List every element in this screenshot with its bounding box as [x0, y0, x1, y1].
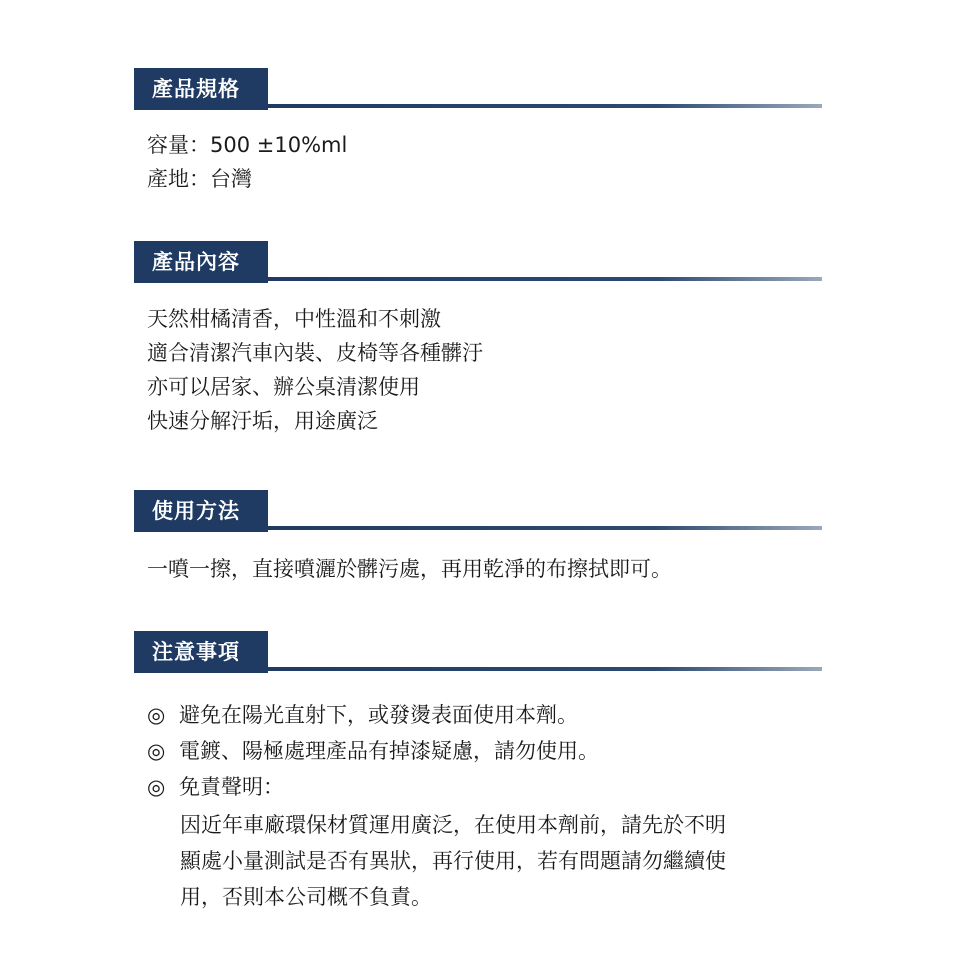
note-item [147, 733, 726, 769]
section-header-usage [134, 490, 822, 532]
section-header-notes [134, 631, 822, 673]
bullet-circle-icon: ◎ [147, 739, 166, 763]
content-line: 亦可以居家、辦公桌清潔使用 [147, 375, 420, 399]
section-divider [268, 104, 822, 108]
content-block [147, 302, 483, 438]
notes-block [147, 697, 726, 915]
disclaimer-line: 顯處小量測試是否有異狀，再行使用，若有問題請勿繼續使 [180, 849, 726, 873]
content-line: 快速分解汙垢，用途廣泛 [147, 409, 378, 433]
usage-block [147, 552, 672, 586]
note-text: 免責聲明： [179, 775, 284, 799]
spec-capacity: 容量：500 ±10%ml [147, 133, 348, 157]
section-title-spec: 產品規格 [134, 68, 268, 110]
disclaimer-line: 因近年車廠環保材質運用廣泛，在使用本劑前，請先於不明 [180, 813, 726, 837]
section-title-notes: 注意事項 [134, 631, 268, 673]
content-line: 天然柑橘清香，中性溫和不刺激 [147, 307, 441, 331]
section-divider [268, 526, 822, 530]
section-divider [268, 667, 822, 671]
section-header-spec [134, 68, 822, 110]
section-divider [268, 277, 822, 281]
disclaimer-line: 用，否則本公司概不負責。 [180, 885, 432, 909]
section-title-usage: 使用方法 [134, 490, 268, 532]
note-item [147, 769, 726, 805]
note-item [147, 697, 726, 733]
section-title-content: 產品內容 [134, 241, 268, 283]
spec-origin: 產地：台灣 [147, 167, 252, 191]
bullet-circle-icon: ◎ [147, 775, 166, 799]
usage-line: 一噴一擦，直接噴灑於髒污處，再用乾淨的布擦拭即可。 [147, 557, 672, 581]
note-text: 電鍍、陽極處理產品有掉漆疑慮，請勿使用。 [179, 739, 599, 763]
content-line: 適合清潔汽車內裝、皮椅等各種髒汙 [147, 341, 483, 365]
section-header-content [134, 241, 822, 283]
spec-block [147, 128, 347, 196]
bullet-circle-icon: ◎ [147, 703, 166, 727]
note-text: 避免在陽光直射下，或發燙表面使用本劑。 [179, 703, 578, 727]
